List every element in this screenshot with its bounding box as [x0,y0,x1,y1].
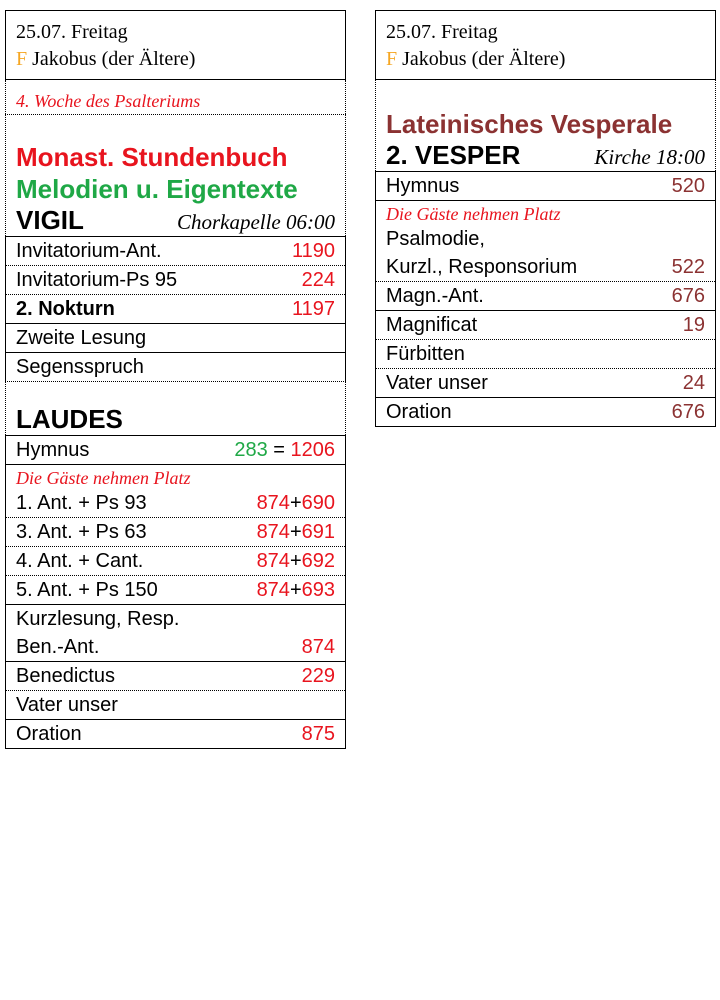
right-saint-name: Jakobus (der Ältere) [402,48,566,70]
magn-ant-row [376,281,715,310]
vesper-hymn-row [376,172,715,200]
vesper-header [376,140,715,171]
fuerbitten-row [376,339,715,368]
vater-unser-row [376,368,715,397]
psalm-plus: + [289,550,302,572]
guest-note: Die Gäste nehmen Platz [386,204,561,224]
vesper-title: 2. VESPER [386,140,521,170]
kurzlesung-label: Kurzlesung, Resp. [16,608,180,630]
vater-unser-label: Vater unser [16,694,118,716]
laudes-psalm-block [6,464,345,604]
left-column [5,10,346,749]
left-date-line: 25.07. Freitag [16,21,128,43]
psalm-value [257,489,335,517]
oration-value: 676 [671,401,705,423]
vesper-hymn-value: 520 [671,175,705,197]
vigil-location: Chorkapelle 06:00 [176,210,335,234]
psalm-plus: + [289,579,302,601]
vigil-row-value: 1197 [291,298,335,320]
psalm-value-a: 874 [256,579,290,601]
segen-box [5,353,346,381]
magnificat-row [376,310,715,339]
vigil-title: VIGIL [16,205,84,235]
psalm-label: 1. Ant. + Ps 93 [16,492,147,514]
laudes-psalm-row [6,517,345,546]
kurzlesung-block [6,604,345,661]
psalmodie-label: Psalmodie, [386,228,485,250]
psalm-value-a: 874 [256,492,290,514]
ben-ant-row [6,633,345,661]
psalm-value-b: 693 [301,579,335,601]
oration-label: Oration [16,723,82,745]
laudes-psalm-row [6,489,345,517]
psalm-value [257,576,335,604]
psalm-value-b: 691 [301,521,335,543]
laudes-psalm-row [6,575,345,604]
hymn-red-number: 1206 [290,439,335,461]
laudes-hymn-value [234,436,335,464]
week-note-box [5,80,346,114]
psalm-value [257,547,335,575]
hymn-equals: = [267,439,291,461]
oration-label: Oration [386,401,452,423]
benedictus-label: Benedictus [16,665,115,687]
responsorium-row [376,253,715,281]
laudes-header [6,404,345,435]
vigil-row [6,265,345,294]
vesperale-head-box [375,80,716,171]
guest-note: Die Gäste nehmen Platz [16,468,191,488]
psalm-value [257,518,335,546]
vater-unser-value: 24 [682,372,705,394]
psalmodie-row [376,225,715,253]
laudes-hymn-label: Hymnus [16,439,90,461]
right-date-line: 25.07. Freitag [386,21,498,43]
title-stundenbuch: Monast. Stundenbuch [16,142,288,172]
vigil-row-value: 1190 [291,240,335,262]
vigil-row-label: Zweite Lesung [16,327,147,349]
laudes-title: LAUDES [16,404,123,434]
title-box [5,114,346,236]
vesper-psalm-block [376,200,715,281]
vigil-table [5,236,346,353]
laudes-table [5,435,346,749]
psalm-label: 4. Ant. + Cant. [16,550,144,572]
right-column [375,10,716,427]
kurzlesung-row [6,605,345,633]
vigil-row [6,294,345,323]
right-date-box [375,10,716,80]
feast-flag: F [16,48,28,70]
laudes-psalm-row [6,546,345,575]
vigil-row-label: Invitatorium-Ps 95 [16,269,178,291]
ben-ant-label: Ben.-Ant. [16,636,100,658]
psalm-plus: + [289,492,302,514]
psalm-value-a: 874 [256,550,290,572]
week-note: 4. Woche des Psalteriums [16,91,201,111]
feast-flag: F [386,48,398,70]
magn-ant-value: 676 [671,285,705,307]
benedictus-row [6,661,345,690]
vigil-row-label: Invitatorium-Ant. [16,240,162,262]
laudes-head-box [5,381,346,435]
left-saint-line [16,46,335,73]
responsorium-value: 522 [671,256,705,278]
vigil-header [6,205,345,236]
magnificat-label: Magnificat [386,314,478,336]
psalm-label: 3. Ant. + Ps 63 [16,521,147,543]
psalm-value-b: 692 [301,550,335,572]
laudes-hymn-row [6,436,345,464]
vigil-row [6,353,345,381]
psalm-label: 5. Ant. + Ps 150 [16,579,158,601]
vater-unser-label: Vater unser [386,372,488,394]
vigil-row [6,323,345,352]
hymn-green-number: 283 [234,439,268,461]
oration-row [6,719,345,748]
title-melodien: Melodien u. Eigentexte [16,174,298,204]
ben-ant-value: 874 [301,636,335,658]
left-date-box [5,10,346,80]
vigil-row-value: 224 [301,269,335,291]
psalm-value-b: 690 [301,492,335,514]
psalm-plus: + [289,521,302,543]
vesper-table [375,171,716,427]
oration-value: 875 [301,723,335,745]
magn-ant-label: Magn.-Ant. [386,285,484,307]
vigil-row-label: 2. Nokturn [16,298,115,320]
psalm-value-a: 874 [256,521,290,543]
magnificat-value: 19 [682,314,705,336]
vesper-location: Kirche 18:00 [594,145,705,169]
benedictus-value: 229 [301,665,335,687]
responsorium-label: Kurzl., Responsorium [386,256,578,278]
left-saint-name: Jakobus (der Ältere) [32,48,196,70]
vigil-row-label: Segensspruch [16,356,144,378]
fuerbitten-label: Fürbitten [386,343,465,365]
vesperale-title: Lateinisches Vesperale [386,109,673,139]
right-saint-line [386,46,705,73]
vesper-hymn-label: Hymnus [386,175,460,197]
vigil-row [6,237,345,265]
vater-unser-row [6,690,345,719]
oration-row [376,397,715,426]
